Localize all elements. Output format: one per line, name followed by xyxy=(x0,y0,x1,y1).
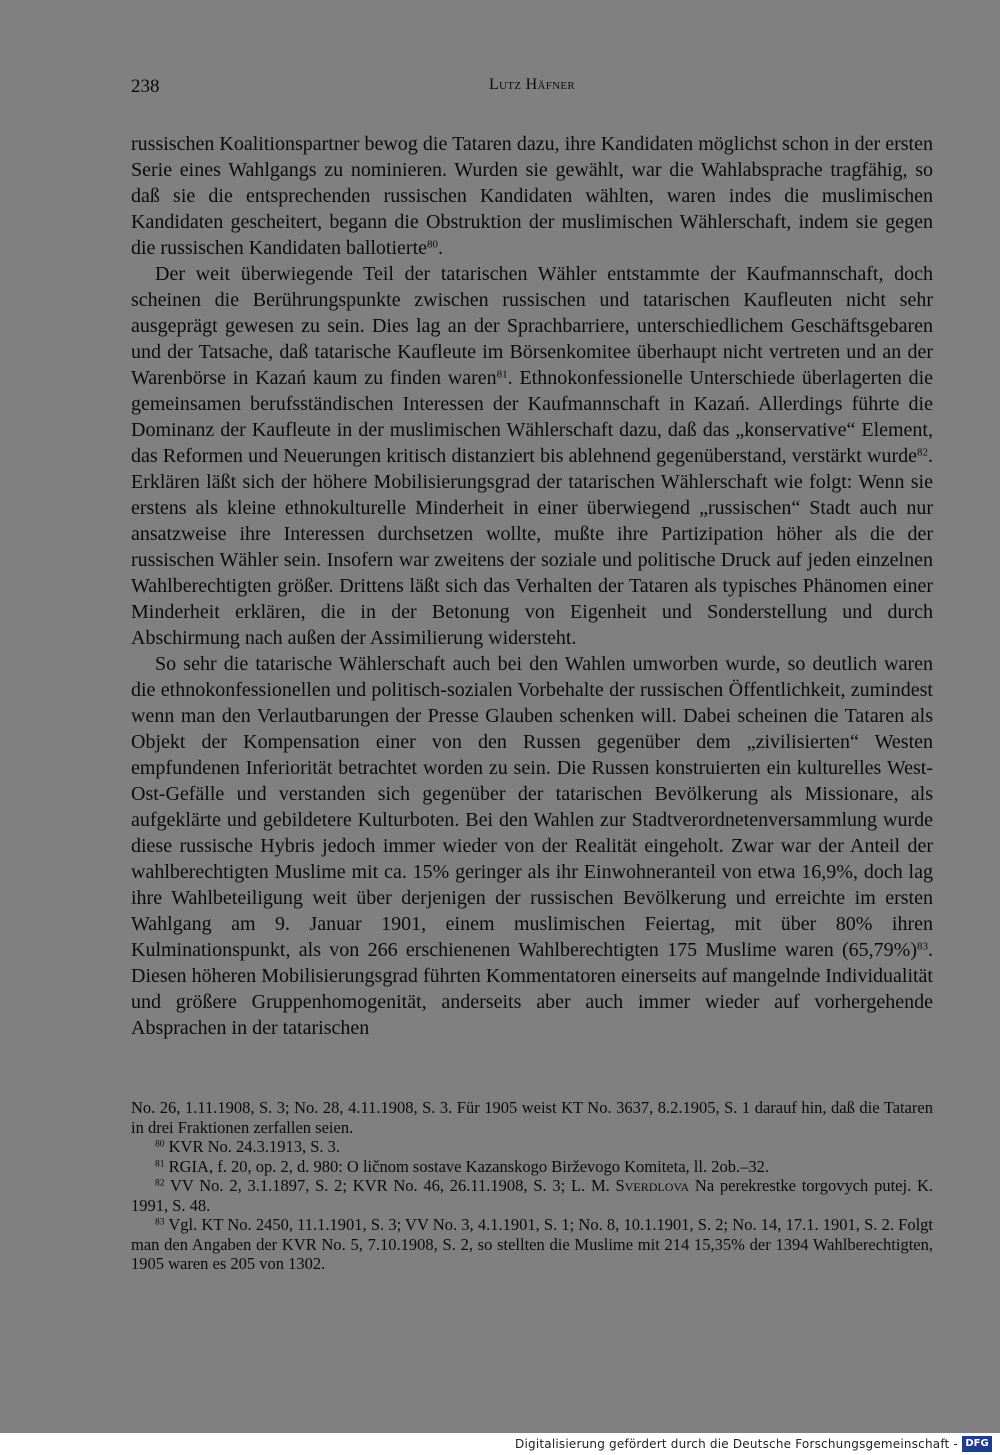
paragraph xyxy=(131,651,933,1041)
footnotes xyxy=(131,1098,933,1274)
paragraph xyxy=(131,261,933,651)
footnote xyxy=(131,1176,933,1215)
digitization-footer xyxy=(0,1433,1000,1455)
footnote xyxy=(131,1157,933,1177)
text-run: So sehr die tatarische Wählerschaft auch bei den Wahlen umworben wurde, so deutlich waren die ethnokonfessionellen und politisch-sozialen Vorbehalte der russischen Öffentlichkeit, zumindest wenn man den Verlautbarungen der Presse Glauben schenken will. Dabei scheinen die Tataren als Objekt der Kompensation einer von den Russen gegenüber dem „zivilisierten“ Westen empfundenen Inferiorität betrachtet worden zu sein. Die Russen konstruierten ein kulturelles West-Ost-Gefälle und verstanden sich gegenüber der tatarischen Bevölkerung als Missionare, als aufgeklärte und gebildetere Kulturboten. Bei den Wahlen zur Stadtverordnetenversammlung wurde diese russische Hybris jedoch immer wieder von der Realität eingeholt. Zwar war der Anteil der wahlberechtigten Muslime mit ca. 15% geringer als ihr Einwohneranteil von etwa 16,9%, doch lag ihre Wahlbeteiligung weit über derjenigen der russischen Bevölkerung und erreichte im ersten Wahlgang am 9. Januar 1901, einem muslimischen Feiertag, mit über 80% ihren Kulminationspunkt, als von 266 erschienenen Wahlberechtigten 175 Muslime waren (65,79%) xyxy=(131,653,933,961)
text-run: RGIA, f. 20, op. 2, d. 980: O ličnom sostave Kazanskogo Birževogo Komiteta, ll. 2ob.–32. xyxy=(164,1156,769,1176)
text-run: Vgl. KT No. 2450, 11.1.1901, S. 3; VV No. 3, 4.1.1901, S. 1; No. 8, 10.1.1901, S. 2; No. 14, 17.1. 1901, S. 2. Folgt man den Angaben der KVR No. 5, 7.10.1908, S. 2, so stellten die Muslime mit 214 15,35% der 1394 Wahlberechtigten, 1905 waren es 205 von 1302. xyxy=(131,1215,933,1273)
text-run: . Diesen höheren Mobilisierungsgrad führten Kommentatoren einerseits auf mangelnde Individualität und größere Gruppenhomogenität, anderseits aber auch immer wieder auf vorhergehende Absprachen in der tatarischen xyxy=(131,939,933,1039)
footnote-marker: 80 xyxy=(427,238,439,251)
text-run: Na perekrestke torgovych putej. K. 1991, S. 48. xyxy=(131,1176,933,1215)
footnote-marker: 80 xyxy=(155,1139,165,1150)
text-run: VV No. 2, 3.1.1897, S. 2; KVR No. 46, 26.11.1908, S. 3; L. M. xyxy=(164,1176,616,1195)
footnote-marker: 83 xyxy=(917,940,928,953)
body-text xyxy=(131,131,933,1041)
text-run: . Erklären läßt sich der höhere Mobilisierungsgrad der tatarischen Wählerschaft wie folgt: Wenn sie erstens als kleine ethnokulturelle Minderheit in einer überwiegend „russischen“ Stadt auch nur ansatzweise ihre Interessen durchsetzen wollte, mußte ihre Partizipation höher als die der russischen Wähler sein. Insofern war zweitens der soziale und politische Druck auf jeden einzelnen Wahlberechtigten größer. Drittens läßt sich das Verhalten der Tataren als typisches Phänomen einer Minderheit erklären, die in der Betonung von Eigenheit und Sonderstellung und durch Abschirmung nach außen der Assimilierung widersteht. xyxy=(131,445,933,649)
footnote xyxy=(131,1215,933,1274)
footnote xyxy=(131,1098,933,1137)
page-header xyxy=(131,76,933,106)
text-run: No. 26, 1.11.1908, S. 3; No. 28, 4.11.1908, S. 3. Für 1905 weist KT No. 3637, 8.2.1905, S. 1 darauf hin, daß die Tataren in drei Fraktionen zerfallen seien. xyxy=(131,1098,933,1137)
text-run: russischen Koalitionspartner bewog die Tataren dazu, ihre Kandidaten möglichst schon in der ersten Serie eines Wahlgangs zu nominieren. Wurden sie gewählt, war die Wahlabsprache tragfähig, so daß sie die entsprechenden russischen Kandidaten wählten, waren indes die muslimischen Kandidaten gescheitert, begann die Obstruktion der muslimischen Wählerschaft, indem sie gegen die russischen Kandidaten ballotierte xyxy=(131,133,933,259)
page-number: 238 xyxy=(131,76,160,97)
footnote xyxy=(131,1137,933,1157)
running-head: Lutz Häfner xyxy=(488,76,576,93)
text-run: KVR No. 24.3.1913, S. 3. xyxy=(164,1137,341,1156)
author-name: Sverdlova xyxy=(615,1176,690,1195)
text-run: . xyxy=(438,237,444,259)
footnote-marker: 81 xyxy=(496,368,508,381)
dfg-logo: DFG xyxy=(962,1436,992,1452)
footnote-marker: 82 xyxy=(155,1178,165,1189)
funding-credit: Digitalisierung gefördert durch die Deutsche Forschungsgemeinschaft - xyxy=(515,1437,958,1451)
footnote-marker: 82 xyxy=(917,446,928,459)
footnote-marker: 81 xyxy=(155,1158,165,1169)
footnote-marker: 83 xyxy=(155,1217,165,1228)
text-run: Der weit überwiegende Teil der tatarischen Wähler entstammte der Kaufmannschaft, doch scheinen die Berührungspunkte zwischen russischen und tatarischen Kaufleuten nicht sehr ausgeprägt gewesen zu sein. Dies lag an der Sprachbarriere, unterschiedlichem Geschäftsgebaren und der Tatsache, daß tatarische Kaufleute im Börsenkomitee überhaupt nicht vertreten und an der Warenbörse in Kazań kaum zu finden waren xyxy=(131,263,933,389)
paragraph xyxy=(131,131,933,261)
text-run: . Ethnokonfessionelle Unterschiede überlagerten die gemeinsamen berufsständischen Interessen der Kaufmannschaft in Kazań. Allerdings führte die Dominanz der Kaufleute in der muslimischen Wählerschaft dazu, daß das „konservative“ Element, das Reformen und Neuerungen kritisch distanziert bis ablehnend gegenüberstand, verstärkt wurde xyxy=(131,367,934,467)
